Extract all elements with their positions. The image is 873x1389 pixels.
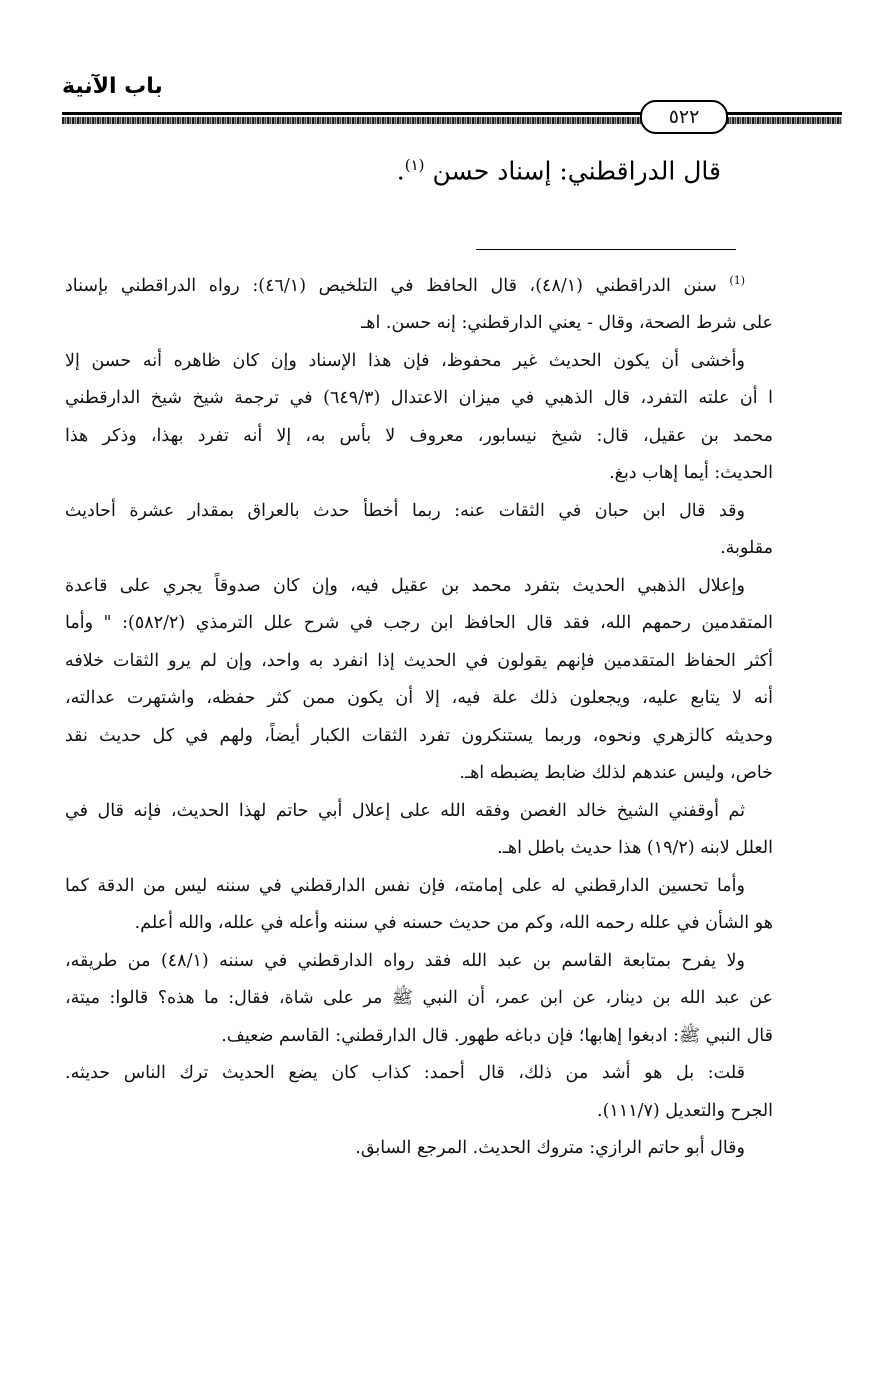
footnote-line: ا أن علته التفرد، قال الذهبي في ميزان الاعتدال (٦٤٩/٣) في ترجمة شيخ شيخ الدارقطني: [65, 388, 773, 409]
main-text-line: [397, 156, 721, 185]
footnote-line: ثم أوقفني الشيخ خالد الغصن وفقه الله على إعلال أبي حاتم لهذا الحديث، فإنه قال في: [65, 800, 745, 821]
footnote-line: وأخشى أن يكون الحديث غير محفوظ، فإن هذا الإسناد وإن كان ظاهره أنه حسن إلا: [65, 350, 745, 371]
footnote-line: قلت: بل هو أشد من ذلك، قال أحمد: كذاب كان يضع الحديث ترك الناس حديثه.: [65, 1063, 745, 1084]
footnote-line: العلل لابنه (١٩/٢) هذا حديث باطل اهـ.: [497, 838, 773, 859]
footnote-body: [65, 262, 773, 1168]
footnote-line: ولا يفرح بمتابعة القاسم بن عبد الله فقد رواه الدارقطني في سننه (٤٨/١) من طريقه،: [65, 950, 745, 971]
footnote-line: الجرح والتعديل (١١١/٧).: [597, 1100, 773, 1121]
footnote-marker: (1): [729, 274, 745, 287]
footnote-line: قال النبي ﷺ: ادبغوا إهابها؛ فإن دباغه طهور. قال الدارقطني: القاسم ضعيف.: [221, 1025, 773, 1046]
footnote-line: وقد قال ابن حبان في الثقات عنه: ربما أخطأ حدث بالعراق بمقدار عشرة أحاديث: [65, 500, 745, 521]
footnote-reference: (١): [404, 156, 425, 174]
chapter-title: باب الآنية: [62, 74, 163, 99]
footnote-line: $^{(1)}$ سنن الدراقطني (٤٨/١)، قال الحافظ في التلخيص (٤٦/١): رواه الدراقطني بإسناد: [65, 274, 745, 296]
main-text: قال الدراقطني: إسناد حسن: [432, 156, 721, 186]
footnote-line: وحديثه كالزهري ونحوه، وربما يستنكرون تفرد الثقات الكبار أيضاً، ولهم في كل حديث نقد: [65, 725, 773, 746]
page-number-badge: [640, 100, 728, 134]
footnote-line: هو الشأن في علله رحمه الله، وكم من حديث حسنه في سننه وأعله في علله، والله أعلم.: [134, 913, 773, 934]
footnote-line: المتقدمين رحمهم الله، فقد قال الحافظ ابن رجب في شرح علل الترمذي (٥٨٢/٢): " وأما: [65, 613, 773, 634]
footnote-line: مقلوبة.: [720, 538, 773, 559]
main-text-end: .: [396, 156, 405, 186]
page-number: ٥٢٢: [668, 106, 700, 128]
footnote-line: على شرط الصحة، وقال - يعني الدارقطني: إنه حسن. اهـ: [361, 313, 773, 334]
footnote-line: وإعلال الذهبي الحديث بتفرد محمد بن عقيل فيه، وإن كان صدوقاً يجري على قاعدة: [65, 575, 745, 596]
footnote-line: الحديث: أيما إهاب دبغ.: [609, 463, 773, 484]
footnote-separator: [476, 249, 736, 250]
footnote-line: وقال أبو حاتم الرازي: متروك الحديث. المرجع السابق.: [355, 1138, 745, 1159]
footnote-line: أنه لا يتابع عليه، ويجعلون ذلك علة فيه، إلا أن يكون ممن كثر حفظه، واشتهرت عدالته،: [65, 688, 773, 709]
footnote-line: أكثر الحفاظ المتقدمين فإنهم يقولون في الحديث إذا انفرد به واحد، وإن لم يرو الثقات خلافه: [65, 650, 773, 671]
footnote-line: محمد بن عقيل، قال: شيخ نيسابور، معروف لا بأس به، إلا أنه تفرد بهذا، وذكر هذا: [65, 425, 773, 446]
footnote-line: خاص، وليس عندهم لذلك ضابط يضبطه اهـ.: [459, 763, 773, 784]
footnote-line: وأما تحسين الدارقطني له على إمامته، فإن نفس الدارقطني في سننه ليس من الدقة كما: [65, 875, 745, 896]
footnote-line: عن عبد الله بن دينار، عن ابن عمر، أن النبي ﷺ مر على شاة، فقال: ما هذه؟ قالوا: ميتة،: [65, 988, 773, 1009]
